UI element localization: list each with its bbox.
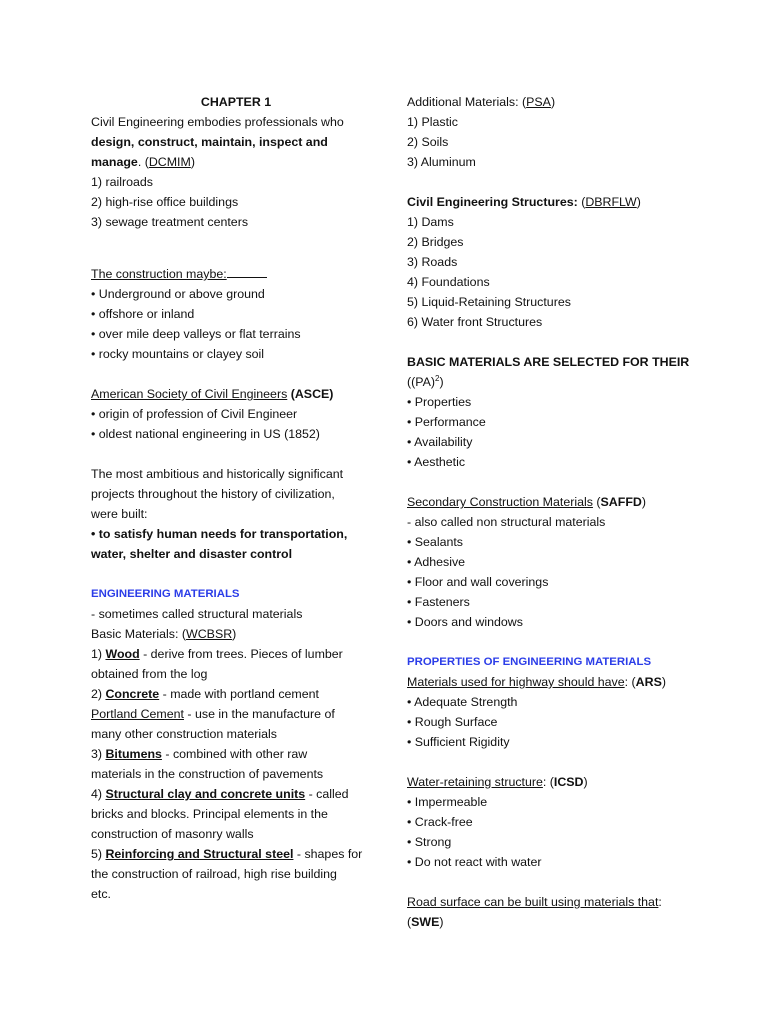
material-bitumens	[91, 744, 381, 764]
water-item: • Impermeable	[407, 795, 488, 809]
structures-open: (	[577, 195, 586, 209]
road-acronym-line	[407, 912, 697, 932]
ambitious-bullet-2: water, shelter and disaster control	[91, 547, 293, 561]
basic-materials-close: )	[232, 627, 237, 641]
material-portland	[91, 704, 381, 724]
material-term: Wood	[105, 647, 140, 661]
construction-heading-text: The construction maybe:	[91, 267, 227, 281]
engineering-materials-sub: - sometimes called structural materials	[91, 607, 303, 621]
secondary-heading-text: Secondary Construction Materials	[407, 495, 593, 509]
basic-select-heading: BASIC MATERIALS ARE SELECTED FOR THEIR	[407, 355, 690, 369]
basic-select-item: • Properties	[407, 395, 472, 409]
material-term: Concrete	[105, 687, 160, 701]
intro-line-1: Civil Engineering embodies professionals who	[91, 115, 344, 129]
water-open: : (	[542, 775, 554, 789]
additional-heading	[407, 92, 697, 112]
basic-select-superscript: 2	[435, 373, 440, 383]
ambitious-bullet-1: • to satisfy human needs for transportation,	[91, 527, 348, 541]
material-concrete	[91, 684, 381, 704]
road-colon: :	[658, 895, 662, 909]
road-acronym: SWE	[411, 915, 440, 929]
construction-item: • offshore or inland	[91, 307, 195, 321]
asce-heading-text: American Society of Civil Engineers	[91, 387, 288, 401]
highway-item: • Rough Surface	[407, 715, 498, 729]
basic-select-acronym	[407, 372, 697, 392]
road-close: )	[439, 915, 444, 929]
material-clay	[91, 784, 381, 804]
water-item: • Do not react with water	[407, 855, 542, 869]
left-column	[91, 92, 381, 904]
material-wood-cont: obtained from the log	[91, 667, 208, 681]
structure-item: 2) Bridges	[407, 235, 464, 249]
right-column	[407, 92, 697, 932]
intro-line-3	[91, 152, 381, 172]
engineering-materials-heading: ENGINEERING MATERIALS	[91, 588, 240, 600]
asce-item: • origin of profession of Civil Engineer	[91, 407, 298, 421]
secondary-close: )	[641, 495, 646, 509]
water-heading-text: Water-retaining structure	[407, 775, 543, 789]
material-desc: - shapes for	[293, 847, 363, 861]
secondary-item: • Fasteners	[407, 595, 470, 609]
water-heading	[407, 772, 697, 792]
basic-select-item: • Performance	[407, 415, 486, 429]
intro-manage: manage	[91, 155, 138, 169]
material-number: 2)	[91, 687, 106, 701]
water-acronym: ICSD	[553, 775, 584, 789]
additional-close: )	[550, 95, 556, 109]
intro-list-item: 3) sewage treatment centers	[91, 215, 249, 229]
highway-item: • Sufficient Rigidity	[407, 735, 510, 749]
material-term: Bitumens	[105, 747, 162, 761]
additional-acronym: PSA	[526, 95, 551, 109]
asce-acronym: (ASCE)	[287, 387, 334, 401]
secondary-open: (	[592, 495, 601, 509]
material-number: 3)	[91, 747, 106, 761]
material-desc: - made with portland cement	[159, 687, 319, 701]
material-steel	[91, 844, 381, 864]
intro-line-2: design, construct, maintain, inspect and	[91, 135, 328, 149]
intro-list-item: 2) high-rise office buildings	[91, 195, 239, 209]
material-wood	[91, 644, 381, 664]
structures-close: )	[636, 195, 641, 209]
construction-item: • Underground or above ground	[91, 287, 265, 301]
highway-close: )	[661, 675, 666, 689]
highway-heading	[407, 672, 697, 692]
ambitious-line-2: projects throughout the history of civilization,	[91, 487, 335, 501]
material-bitumens-cont: materials in the construction of pavements	[91, 767, 324, 781]
highway-item: • Adequate Strength	[407, 695, 518, 709]
ambitious-line-3: were built:	[91, 507, 148, 521]
road-heading-text: Road surface can be built using materials that	[407, 895, 659, 909]
additional-item: 2) Soils	[407, 135, 449, 149]
material-term: Reinforcing and Structural steel	[105, 847, 294, 861]
road-heading	[407, 892, 697, 912]
secondary-sub: - also called non structural materials	[407, 515, 606, 529]
material-number: 1)	[91, 647, 106, 661]
road-open: (	[407, 915, 412, 929]
asce-heading	[91, 384, 381, 404]
material-steel-cont: the construction of railroad, high rise building	[91, 867, 337, 881]
basic-select-item: • Availability	[407, 435, 473, 449]
water-close: )	[583, 775, 588, 789]
structure-item: 3) Roads	[407, 255, 458, 269]
construction-item: • over mile deep valleys or flat terrains	[91, 327, 301, 341]
water-item: • Crack-free	[407, 815, 473, 829]
water-item: • Strong	[407, 835, 452, 849]
intro-acronym: DCMIM	[148, 155, 191, 169]
secondary-item: • Doors and windows	[407, 615, 523, 629]
construction-heading	[91, 264, 381, 284]
material-clay-cont: construction of masonry walls	[91, 827, 254, 841]
additional-label: Additional Materials: (	[407, 95, 527, 109]
secondary-item: • Adhesive	[407, 555, 466, 569]
material-term: Structural clay and concrete units	[105, 787, 306, 801]
highway-acronym: ARS	[635, 675, 662, 689]
structure-item: 1) Dams	[407, 215, 454, 229]
additional-item: 1) Plastic	[407, 115, 458, 129]
secondary-acronym: SAFFD	[600, 495, 642, 509]
material-desc: - use in the manufacture of	[183, 707, 335, 721]
intro-paren-close: )	[190, 155, 195, 169]
properties-heading: PROPERTIES OF ENGINEERING MATERIALS	[407, 656, 652, 668]
material-number: 4)	[91, 787, 106, 801]
structure-item: 4) Foundations	[407, 275, 490, 289]
ambitious-line-1: The most ambitious and historically significant	[91, 467, 344, 481]
basic-materials-label: Basic Materials: (	[91, 627, 187, 641]
material-steel-cont: etc.	[91, 887, 111, 901]
basic-select-close: )	[439, 375, 444, 389]
basic-select-acr-text: ((PA)	[407, 375, 435, 389]
basic-select-item: • Aesthetic	[407, 455, 466, 469]
structure-item: 5) Liquid-Retaining Structures	[407, 295, 571, 309]
structures-acronym: DBRFLW	[585, 195, 637, 209]
basic-materials-acronym: WCBSR	[186, 627, 233, 641]
secondary-item: • Floor and wall coverings	[407, 575, 549, 589]
structure-item: 6) Water front Structures	[407, 315, 543, 329]
material-number: 5)	[91, 847, 106, 861]
basic-materials-heading	[91, 624, 381, 644]
chapter-title: CHAPTER 1	[200, 95, 272, 109]
material-portland-cont: many other construction materials	[91, 727, 277, 741]
material-desc: - called	[305, 787, 349, 801]
secondary-heading	[407, 492, 697, 512]
secondary-item: • Sealants	[407, 535, 463, 549]
material-clay-cont: bricks and blocks. Principal elements in the	[91, 807, 328, 821]
intro-list-item: 1) railroads	[91, 175, 153, 189]
material-desc: - derive from trees. Pieces of lumber	[139, 647, 343, 661]
asce-item: • oldest national engineering in US (1852)	[91, 427, 320, 441]
material-desc: - combined with other raw	[161, 747, 308, 761]
structures-heading	[407, 192, 697, 212]
construction-item: • rocky mountains or clayey soil	[91, 347, 265, 361]
structures-label: Civil Engineering Structures:	[407, 195, 578, 209]
highway-open: : (	[624, 675, 636, 689]
material-term: Portland Cement	[91, 707, 184, 721]
heading-underline-tail	[227, 264, 267, 278]
additional-item: 3) Aluminum	[407, 155, 476, 169]
highway-heading-text: Materials used for highway should have	[407, 675, 625, 689]
intro-paren-open: . (	[137, 155, 149, 169]
